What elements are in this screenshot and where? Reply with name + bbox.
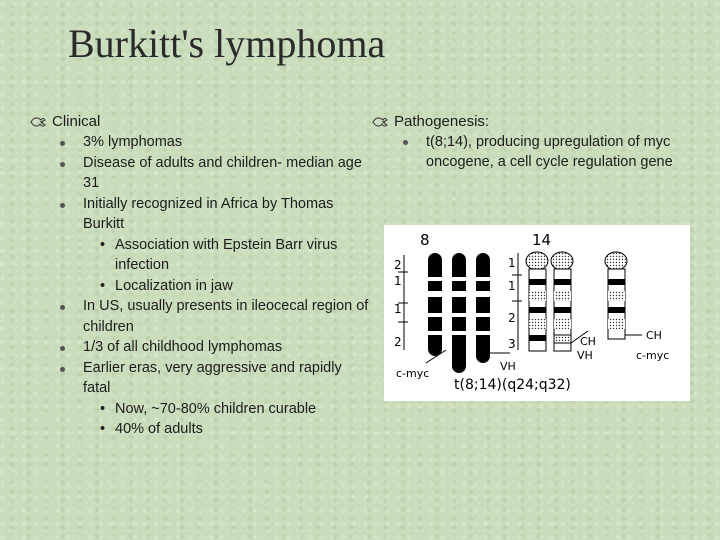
bullet-dot-icon	[60, 367, 65, 372]
sub-list-item-text: Now, ~70-80% children curable	[115, 400, 317, 417]
bullet-dot-icon	[60, 141, 65, 146]
c-myc-label-right: c-myc	[636, 349, 670, 362]
pathogenesis-list	[372, 132, 702, 172]
bullet-dot-icon	[60, 305, 65, 310]
clinical-list	[30, 132, 370, 440]
chromosome-8-normal	[428, 253, 442, 356]
chromosome-14-derivative	[551, 252, 573, 351]
chromosome-8-derivative	[452, 253, 466, 373]
chromosome-8-copy-3	[402, 253, 416, 356]
vh-label-mid: VH	[577, 349, 593, 362]
bullet-dot-icon	[60, 346, 65, 351]
band-ruler-middle	[508, 253, 522, 351]
list-item-text: Initially recognized in Africa by Thomas Burkitt	[83, 195, 334, 232]
clinical-heading-row	[30, 111, 370, 132]
list-item	[30, 153, 370, 194]
pathogenesis-heading-row	[372, 111, 702, 132]
list-item	[372, 132, 720, 172]
pathogenesis-heading: Pathogenesis:	[394, 113, 490, 130]
clinical-section	[30, 111, 370, 440]
karyotype-diagram	[384, 225, 690, 401]
c-myc-label-left: c-myc	[396, 367, 430, 380]
band-label: 3	[508, 337, 516, 351]
sub-list-item	[30, 399, 370, 420]
sub-list-item-text: Association with Epstein Barr virus infection	[115, 236, 338, 273]
list-item-text: Disease of adults and children- median age 31	[83, 154, 362, 191]
translocation-karyotype-figure	[384, 225, 690, 401]
chromosome-14-normal	[526, 252, 548, 351]
band-label: 2	[508, 311, 516, 325]
chromosome-14-label: 14	[532, 231, 552, 249]
band-label: 2	[394, 335, 402, 349]
sub-list-item	[30, 419, 370, 440]
sub-list-item	[30, 276, 370, 297]
bullet-dot-icon	[60, 203, 65, 208]
sub-bullet-icon: •	[100, 277, 106, 294]
sub-list-item-text: 40% of adults	[115, 421, 203, 437]
band-label: 1	[394, 302, 402, 316]
list-item-text: In US, usually presents in ileocecal region of children	[83, 298, 369, 335]
list-item	[30, 132, 370, 153]
fleuron-bullet-icon	[30, 116, 46, 128]
list-item	[30, 337, 370, 358]
band-label: 1	[508, 256, 516, 270]
list-item	[30, 358, 370, 399]
sub-list-item-text: Localization in jaw	[115, 277, 233, 294]
ch-label-right: CH	[646, 329, 662, 342]
sub-bullet-icon: •	[100, 236, 106, 253]
slide-title: Burkitt's lymphoma	[68, 21, 386, 66]
pathogenesis-section	[372, 111, 702, 172]
sub-list-item	[30, 235, 370, 276]
chromosome-8-copy-2	[476, 253, 490, 363]
vh-label-left: VH	[500, 360, 516, 373]
band-label: 1	[508, 279, 516, 293]
list-item-text: 1/3 of all childhood lymphomas	[83, 339, 283, 355]
clinical-heading: Clinical	[52, 113, 101, 130]
ch-label-mid: CH	[580, 335, 596, 348]
list-item	[30, 194, 370, 235]
translocation-caption: t(8;14)(q24;q32)	[454, 377, 571, 393]
list-item-text: t(8;14), producing upregulation of myc oncogene, a cell cycle regulation gene	[426, 134, 673, 170]
list-item-text: 3% lymphomas	[83, 134, 183, 150]
fleuron-bullet-icon	[372, 116, 388, 128]
list-item	[30, 296, 370, 337]
band-label: 1	[394, 274, 402, 288]
band-label: 2	[394, 258, 402, 272]
list-item-text: Earlier eras, very aggressive and rapidly fatal	[83, 359, 342, 396]
bullet-dot-icon	[403, 140, 408, 145]
chromosome-8-label: 8	[420, 231, 430, 249]
sub-bullet-icon: •	[100, 400, 106, 417]
bullet-dot-icon	[60, 162, 65, 167]
sub-bullet-icon: •	[100, 421, 106, 437]
chromosome-14-copy-right	[605, 252, 627, 339]
